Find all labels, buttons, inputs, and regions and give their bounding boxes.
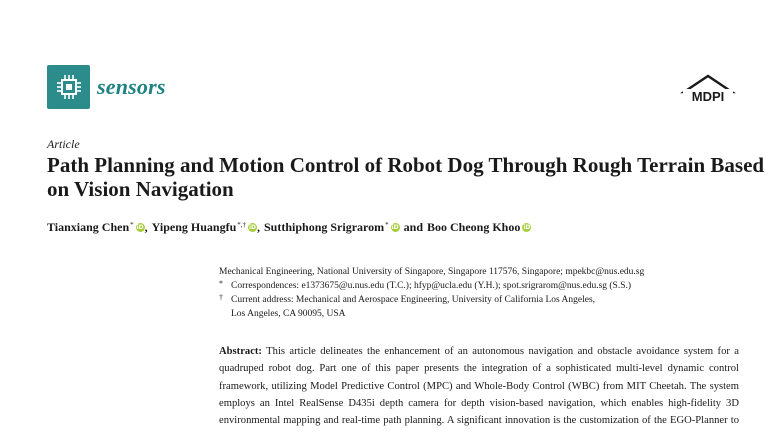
author-list: Tianxiang Chen * iD , Yipeng Huangfu *,† iD , Sutthiphong Srigrarom * iD and Boo Cheong Khoo iD: [47, 220, 531, 234]
orcid-icon[interactable]: iD: [523, 224, 531, 231]
author-marks: *: [130, 220, 134, 229]
current-address-mark: †: [219, 293, 223, 302]
author-marks: *,†: [237, 220, 246, 229]
author: [427, 220, 531, 235]
orcid-icon[interactable]: iD: [248, 224, 257, 231]
author-name: Boo Cheong Khoo: [427, 220, 521, 234]
orcid-icon[interactable]: iD: [391, 224, 399, 231]
affiliations: [219, 265, 759, 321]
current-address-line2-text: Los Angeles, CA 90095, USA: [231, 309, 346, 319]
author: [264, 220, 400, 235]
author: [152, 220, 257, 235]
author: [47, 220, 145, 235]
publisher-logo: [680, 74, 736, 106]
abstract-label: Abstract:: [219, 346, 262, 357]
author-name: Sutthiphong Srigrarom: [264, 220, 385, 234]
authors-conjunction: and: [403, 220, 423, 234]
chip-icon: [47, 65, 90, 109]
current-address-line1: Current address: Mechanical and Aerospace Engineering, University of California Los Angeles,: [231, 295, 596, 305]
article-title: Path Planning and Motion Control of Robot Dog Through Rough Terrain Based on Vision Navigation: [47, 153, 765, 201]
journal-name: sensors: [97, 74, 166, 99]
correspondence-text: Correspondences: e1373675@u.nus.edu (T.C.); hfyp@ucla.edu (Y.H.); spot.srigrarom@nus.edu.sg (S.S.): [231, 281, 632, 291]
current-address-line2: [219, 307, 759, 321]
abstract: [219, 343, 739, 429]
current-address-note: [219, 293, 759, 307]
journal-header: [47, 65, 166, 109]
abstract-text: This article delineates the enhancement of an autonomous navigation and obstacle avoidance system for a quadruped robot dog. Part one of this paper presents the integration of a sophisticated multi-level dynamic control framework, utilizing Model Predictive Control (MPC) and Whole-Body Control (WBC) from MIT Cheetah. The system employs an Intel RealSense D435i depth camera for depth vision-based navigation, which enables high-fidelity 3D environmental mapping and real-time path planning. A significant innovation is the customization of the EGO-Planner to: [219, 346, 739, 427]
article-type: Article: [47, 137, 80, 151]
author-name: Yipeng Huangfu: [151, 220, 237, 234]
orcid-icon[interactable]: iD: [136, 224, 144, 231]
publisher-name: MDPI: [691, 89, 725, 104]
correspondence-note: [219, 279, 759, 293]
author-name: Tianxiang Chen: [47, 220, 130, 234]
correspondence-mark: *: [219, 279, 223, 288]
affiliation-primary: Mechanical Engineering, National University of Singapore, Singapore 117576, Singapore; mpekbc@nus.edu.sg: [219, 267, 645, 277]
author-marks: *: [385, 220, 389, 229]
